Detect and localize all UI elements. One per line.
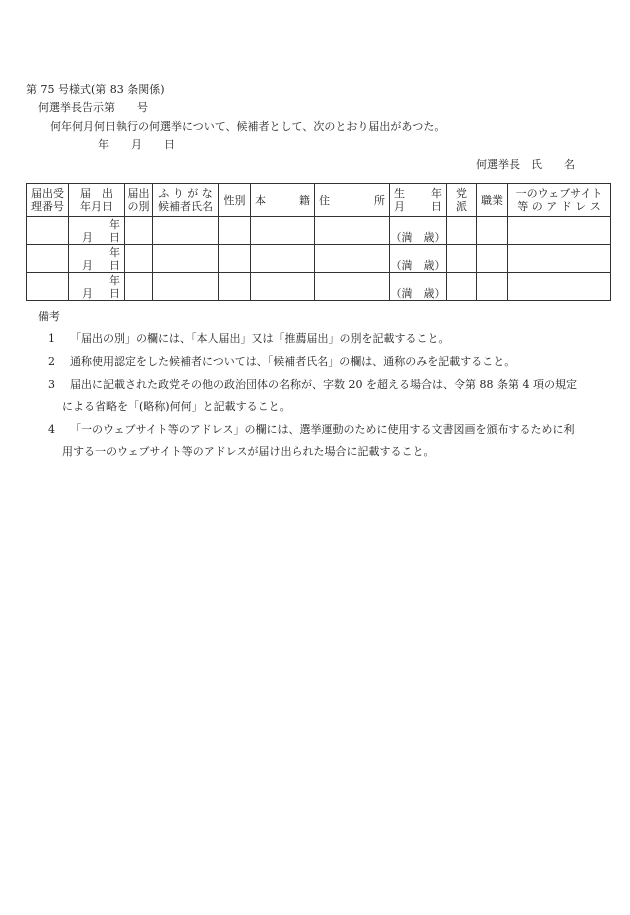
remark-item-4-line-1: 「一のウェブサイト等のアドレス」の欄には、選挙運動のために使用する文書図画を頒布するために利 xyxy=(70,423,575,436)
website-cell xyxy=(508,245,611,273)
header-party: 党 派 xyxy=(447,184,477,217)
candidate-name-cell xyxy=(153,217,219,245)
remark-item-4-line-2: 用する一のウェブサイト等のアドレスが届け出られた場合に記載すること。 xyxy=(62,445,435,458)
birth-date-cell: （満 歳） xyxy=(390,217,447,245)
birth-date-cell: （満 歳） xyxy=(390,273,447,301)
form-title: 第 75 号様式(第 83 条関係) xyxy=(26,83,165,96)
gender-cell xyxy=(219,217,251,245)
occupation-cell xyxy=(477,245,508,273)
domicile-cell xyxy=(251,217,315,245)
header-occupation: 職業 xyxy=(477,184,508,217)
header-website: 一のウェブサイト 等 の ア ド レ ス xyxy=(508,184,611,217)
receipt-no-cell xyxy=(27,245,69,273)
header-candidate-name: ふ り が な 候補者氏名 xyxy=(153,184,219,217)
filing-date-cell: 年 月 日 xyxy=(69,245,125,273)
header-receipt-no: 届出受 理番号 xyxy=(27,184,69,217)
domicile-cell xyxy=(251,273,315,301)
table-row xyxy=(27,273,611,301)
candidate-filing-table xyxy=(26,183,611,301)
header-filing-date: 届 出 年月日 xyxy=(69,184,125,217)
date-line: 年 月 日 xyxy=(98,138,175,151)
intro-text: 何年何月何日執行の何選挙について、候補者として、次のとおり届出があつた。 xyxy=(50,120,446,133)
party-cell xyxy=(447,245,477,273)
remark-item-3-line-1: 届出に記載された政党その他の政治団体の名称が、字数 20 を超える場合は、令第 88 条第 4 項の規定 xyxy=(70,378,577,391)
signature-line: 何選挙長 氏 名 xyxy=(476,158,575,171)
header-gender: 性別 xyxy=(219,184,251,217)
header-filing-type: 届出 の別 xyxy=(125,184,153,217)
candidate-name-cell xyxy=(153,273,219,301)
gender-cell xyxy=(219,273,251,301)
party-cell xyxy=(447,273,477,301)
remark-item-1: 「届出の別」の欄には、「本人届出」又は「推薦届出」の別を記載すること。 xyxy=(70,332,450,345)
gender-cell xyxy=(219,245,251,273)
occupation-cell xyxy=(477,217,508,245)
remark-number: 2 xyxy=(48,355,55,368)
remark-item-2: 通称使用認定をした候補者については、「候補者氏名」の欄は、通称のみを記載すること。 xyxy=(70,355,516,368)
receipt-no-cell xyxy=(27,273,69,301)
birth-date-cell: （満 歳） xyxy=(390,245,447,273)
website-cell xyxy=(508,273,611,301)
receipt-no-cell xyxy=(27,217,69,245)
remark-item-3-line-2: による省略を「(略称)何何」と記載すること。 xyxy=(62,400,291,413)
remark-number: 4 xyxy=(48,423,55,436)
table-header-row xyxy=(27,184,611,217)
header-address: 住 所 xyxy=(315,184,390,217)
notice-number-line: 何選挙長告示第 号 xyxy=(38,101,148,114)
address-cell xyxy=(315,217,390,245)
header-birth-date: 生 年 月 日 xyxy=(390,184,447,217)
filing-date-cell: 年 月 日 xyxy=(69,217,125,245)
table-row xyxy=(27,245,611,273)
filing-date-cell: 年 月 日 xyxy=(69,273,125,301)
filing-type-cell xyxy=(125,217,153,245)
address-cell xyxy=(315,273,390,301)
candidate-name-cell xyxy=(153,245,219,273)
domicile-cell xyxy=(251,245,315,273)
occupation-cell xyxy=(477,273,508,301)
address-cell xyxy=(315,245,390,273)
party-cell xyxy=(447,217,477,245)
filing-type-cell xyxy=(125,273,153,301)
filing-type-cell xyxy=(125,245,153,273)
remarks-title: 備考 xyxy=(38,310,60,323)
remark-number: 1 xyxy=(48,332,55,345)
website-cell xyxy=(508,217,611,245)
header-domicile: 本 籍 xyxy=(251,184,315,217)
table-row xyxy=(27,217,611,245)
remark-number: 3 xyxy=(48,378,55,391)
